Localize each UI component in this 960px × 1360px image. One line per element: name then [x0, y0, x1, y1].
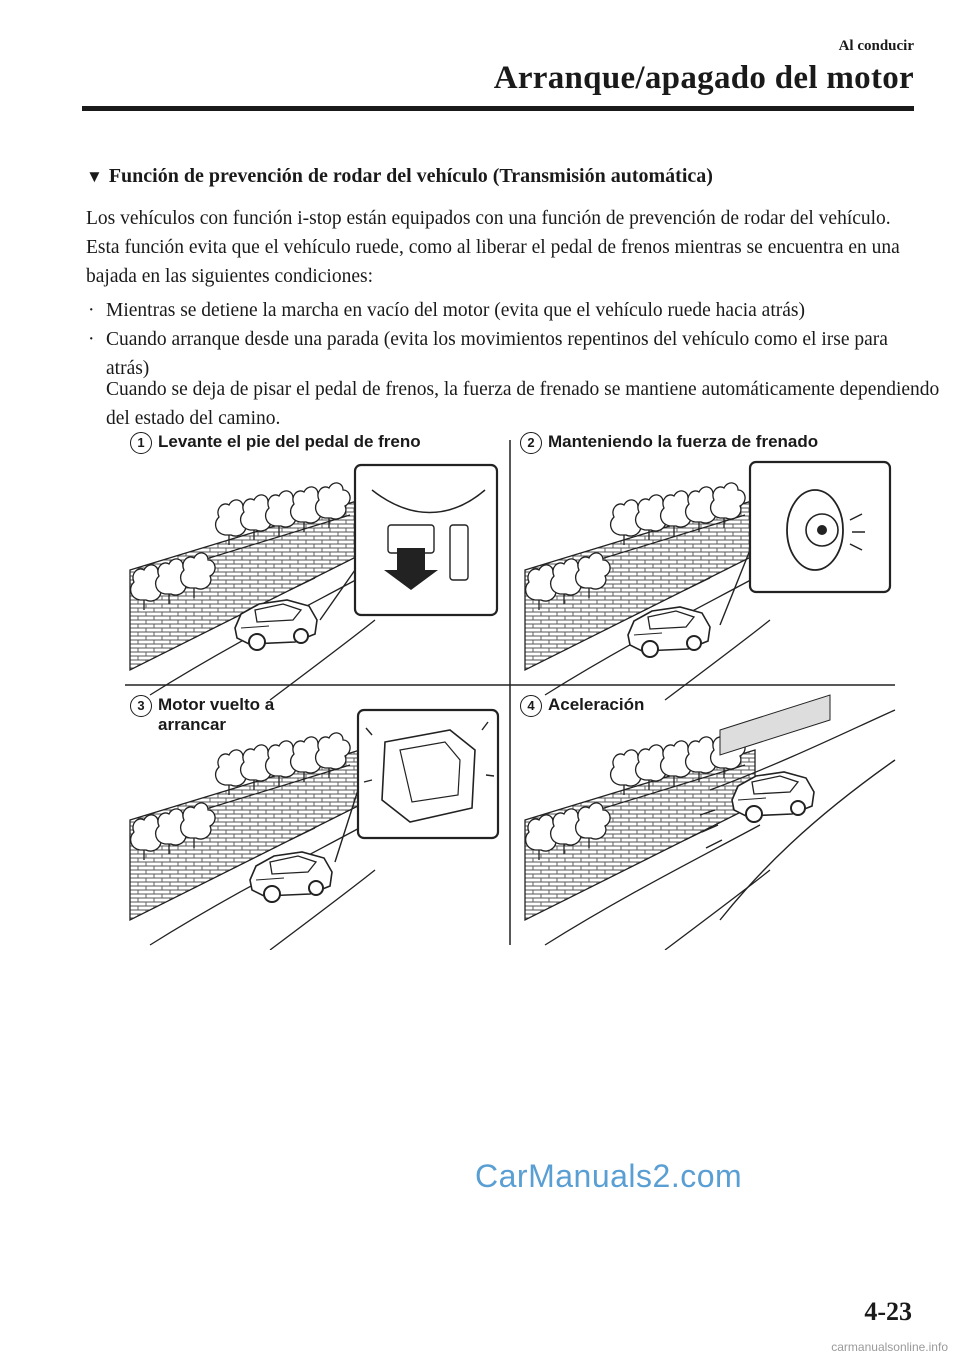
- bullet-icon: ·: [88, 300, 95, 321]
- intro-paragraph: Los vehículos con función i-stop están equipados con una función de prevención de rodar del vehículo. Esta función evita que el vehículo ruede, como al liberar el pedal de frenos mientras se encuentra en una bajada en las siguientes condiciones:: [86, 208, 900, 287]
- list-item-text: Mientras se detiene la marcha en vacío del motor (evita que el vehículo ruede hacia atrás): [106, 300, 805, 321]
- triangle-down-icon: ▼: [86, 167, 103, 186]
- step-number-3: 3: [130, 695, 152, 717]
- panel-2-label: Manteniendo la fuerza de frenado: [548, 432, 819, 451]
- header-title: Arranque/apagado del motor: [493, 60, 914, 96]
- panel-1-brake-release: [130, 465, 497, 700]
- panel-2-caption: [520, 432, 818, 454]
- list-item-text: Cuando arranque desde una parada (evita los movimientos repentinos del vehículo como el irse para atrás): [106, 329, 888, 379]
- header-section: Al conducir: [838, 38, 914, 54]
- bullet-icon: ·: [88, 329, 95, 350]
- panel-4-acceleration: [525, 695, 895, 950]
- step-number-2: 2: [520, 432, 542, 454]
- watermark-logo: CarManuals2.com: [475, 1158, 743, 1194]
- panel-3-label: Motor vuelto a arrancar: [158, 695, 275, 734]
- section-heading-text: Función de prevención de rodar del vehículo (Transmisión automática): [108, 165, 713, 187]
- page-number: 4-23: [864, 1297, 912, 1326]
- header-rule: [82, 106, 914, 111]
- panel-2-braking-held: [525, 462, 890, 700]
- panel-1-label: Levante el pie del pedal de freno: [158, 432, 421, 451]
- sub-paragraph: Cuando se deja de pisar el pedal de frenos, la fuerza de frenado se mantiene automáticamente dependiendo del estado del camino.: [106, 379, 940, 429]
- condition-list: [86, 296, 926, 383]
- step-number-4: 4: [520, 695, 542, 717]
- panel-3-caption: [130, 695, 300, 735]
- step-number-1: 1: [130, 432, 152, 454]
- list-item: [86, 296, 926, 325]
- section-heading: [86, 165, 713, 188]
- panel-4-caption: [520, 695, 644, 717]
- panel-4-label: Aceleración: [548, 695, 645, 714]
- panel-3-engine-restart: [130, 710, 498, 950]
- panel-1-caption: [130, 432, 421, 454]
- footer-site-watermark: carmanualsonline.info: [831, 1340, 948, 1354]
- rollback-prevention-illustration: [110, 430, 900, 950]
